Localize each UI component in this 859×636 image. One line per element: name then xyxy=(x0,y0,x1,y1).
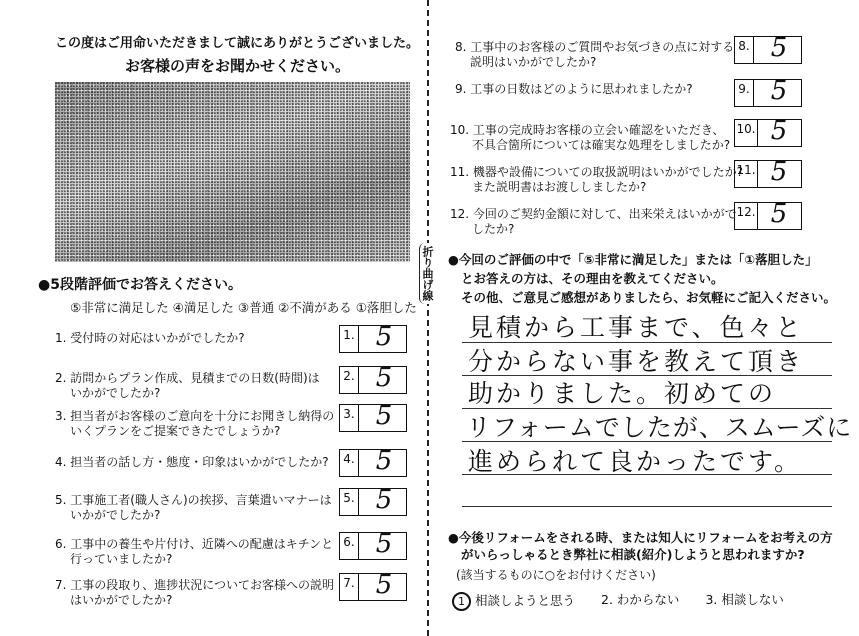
answer-box[interactable] xyxy=(339,485,407,516)
thanks-text: この度はご用命いただきまして誠にありがとうございました。 xyxy=(55,36,420,51)
handwritten-answer: 5 xyxy=(375,529,393,559)
rating-heading: ●5段階評価でお答えください。 xyxy=(38,277,242,293)
handwritten-answer: 5 xyxy=(375,363,393,393)
handwritten-comment-line: 分からない事を教えて頂き xyxy=(468,347,805,376)
question-line: 7. 工事の段取り、進捗状況についてお客様への説明 xyxy=(55,578,335,592)
question-line: 11. 機器や設備についての取扱説明はいかがでしたか? xyxy=(450,165,744,179)
answer-box-number: 9. xyxy=(735,80,754,106)
question-line: 8. 工事中のお客様のご質問やお気づきの点に対する xyxy=(455,40,735,54)
ruled-line xyxy=(462,506,832,507)
answer-box-number: 12. xyxy=(735,203,758,229)
handwritten-answer: 5 xyxy=(770,116,788,146)
referral-option-consult[interactable] xyxy=(452,592,575,611)
question-text xyxy=(55,409,334,439)
answer-box[interactable] xyxy=(339,446,407,477)
referral-options xyxy=(452,592,784,611)
comments-heading-line: その他、ご意見ご感想がありましたら、お気軽にご記入ください。 xyxy=(461,290,837,305)
question-line: いくプランをご提案できたでしょうか? xyxy=(70,424,281,438)
referral-heading-line: がいらっしゃるとき弊社に相談(紹介)しようと思われますか? xyxy=(461,547,805,562)
question-text xyxy=(55,455,329,470)
question-line: 6. 工事中の養生や片付け、近隣への配慮はキチンと xyxy=(55,537,334,551)
question-line: 5. 工事施工者(職人さん)の挨拶、言葉遣いマナーは xyxy=(55,493,332,507)
question-line: 3. 担当者がお客様のご意向を十分にお聞きし納得の xyxy=(55,409,335,423)
handwritten-answer: 5 xyxy=(375,322,393,352)
question-text xyxy=(55,578,334,608)
question-line: 4. 担当者の話し方・態度・印象はいかがでしたか? xyxy=(55,455,329,469)
referral-heading-line: ●今後リフォームをされる時、または知人にリフォームをお考えの方 xyxy=(448,530,833,545)
handwritten-comment-line: 助かりました。初めての xyxy=(468,379,777,408)
question-text xyxy=(455,82,693,97)
selected-circle-mark: 1 xyxy=(452,592,471,611)
answer-box[interactable] xyxy=(734,157,802,188)
handwritten-answer: 5 xyxy=(375,485,393,515)
answer-box-number: 11. xyxy=(735,161,758,187)
question-line: 12. 今回のご契約金額に対して、出来栄えはいかがで xyxy=(450,207,737,221)
option-number: 3. xyxy=(705,592,718,607)
answer-box[interactable] xyxy=(734,33,802,64)
fold-line xyxy=(427,0,429,636)
handwritten-answer: 5 xyxy=(770,76,788,106)
option-label: わからない xyxy=(616,592,680,607)
handwritten-answer: 5 xyxy=(375,446,393,476)
comments-heading xyxy=(448,250,836,307)
answer-box-number: 7. xyxy=(340,574,359,600)
answer-box-number: 3. xyxy=(340,405,359,431)
question-line: 不具合箇所については確実な処理をしましたか? xyxy=(472,138,731,152)
option-number: 2. xyxy=(601,592,613,607)
answer-box-number: 1. xyxy=(340,326,359,352)
answer-box[interactable] xyxy=(339,529,407,560)
page-title: お客様の声をお聞かせください。 xyxy=(125,57,351,75)
handwritten-comment-line: リフォームでしたが、スムーズに xyxy=(466,413,853,442)
handwritten-answer: 5 xyxy=(770,199,788,229)
question-text xyxy=(55,493,332,523)
question-line: したか? xyxy=(472,222,515,236)
handwritten-answer: 5 xyxy=(770,33,788,63)
referral-option-no[interactable] xyxy=(705,592,783,611)
answer-box[interactable] xyxy=(339,363,407,394)
question-line: 9. 工事の日数はどのように思われましたか? xyxy=(455,82,693,96)
question-text xyxy=(55,331,245,346)
answer-box[interactable] xyxy=(339,322,407,353)
question-text xyxy=(55,537,333,567)
answer-box-number: 10. xyxy=(735,120,758,146)
question-line: 行っていましたか? xyxy=(70,552,173,566)
handwritten-answer: 5 xyxy=(375,401,393,431)
referral-instruction: (該当するものに○をお付けください) xyxy=(456,568,656,582)
question-line: 説明はいかがでしたか? xyxy=(470,55,597,69)
question-line: 1. 受付時の対応はいかがでしたか? xyxy=(55,331,245,345)
question-line: いかがでしたか? xyxy=(70,386,161,400)
referral-heading xyxy=(448,529,833,563)
handwritten-answer: 5 xyxy=(770,157,788,187)
answer-box-number: 6. xyxy=(340,533,359,559)
answer-box[interactable] xyxy=(339,401,407,432)
answer-box[interactable] xyxy=(734,199,802,230)
comments-heading-line: ●今回のご評価の中で「⑤非常に満足した」または「①落胆した」 xyxy=(448,252,818,267)
question-line: いかがでしたか? xyxy=(70,508,161,522)
question-line: はいかがでしたか? xyxy=(70,593,173,607)
question-text xyxy=(55,371,320,401)
handwritten-answer: 5 xyxy=(375,570,393,600)
question-text xyxy=(450,207,737,237)
question-text xyxy=(450,165,743,195)
referral-option-unsure[interactable] xyxy=(601,592,679,611)
fold-label: 折り曲げ線 xyxy=(419,243,434,304)
option-label: 相談しようと思う xyxy=(474,593,575,608)
question-line: また説明書はお渡ししましたか? xyxy=(472,180,647,194)
rating-scale: ⑤非常に満足した ④満足した ③普通 ②不満がある ①落胆した xyxy=(70,300,417,315)
answer-box-number: 4. xyxy=(340,450,359,476)
question-line: 10. 工事の完成時お客様の立会い確認をいただき、 xyxy=(450,123,725,137)
handwritten-comment-line: 進められて良かったです。 xyxy=(468,447,803,476)
answer-box[interactable] xyxy=(734,76,802,107)
question-text xyxy=(455,40,734,70)
answer-box[interactable] xyxy=(339,570,407,601)
question-line: 2. 訪問からプラン作成、見積までの日数(時間)は xyxy=(55,371,320,385)
handwritten-comment-line: 見積から工事まで、色々と xyxy=(468,313,804,342)
answer-box[interactable] xyxy=(734,116,802,147)
comments-heading-line: とお答えの方は、その理由を教えてください。 xyxy=(461,271,724,286)
option-label: 相談しない xyxy=(721,592,784,607)
answer-box-number: 8. xyxy=(735,37,754,63)
answer-box-number: 5. xyxy=(340,489,359,515)
answer-box-number: 2. xyxy=(340,367,359,393)
redacted-photo xyxy=(55,82,410,262)
question-text xyxy=(450,123,730,153)
